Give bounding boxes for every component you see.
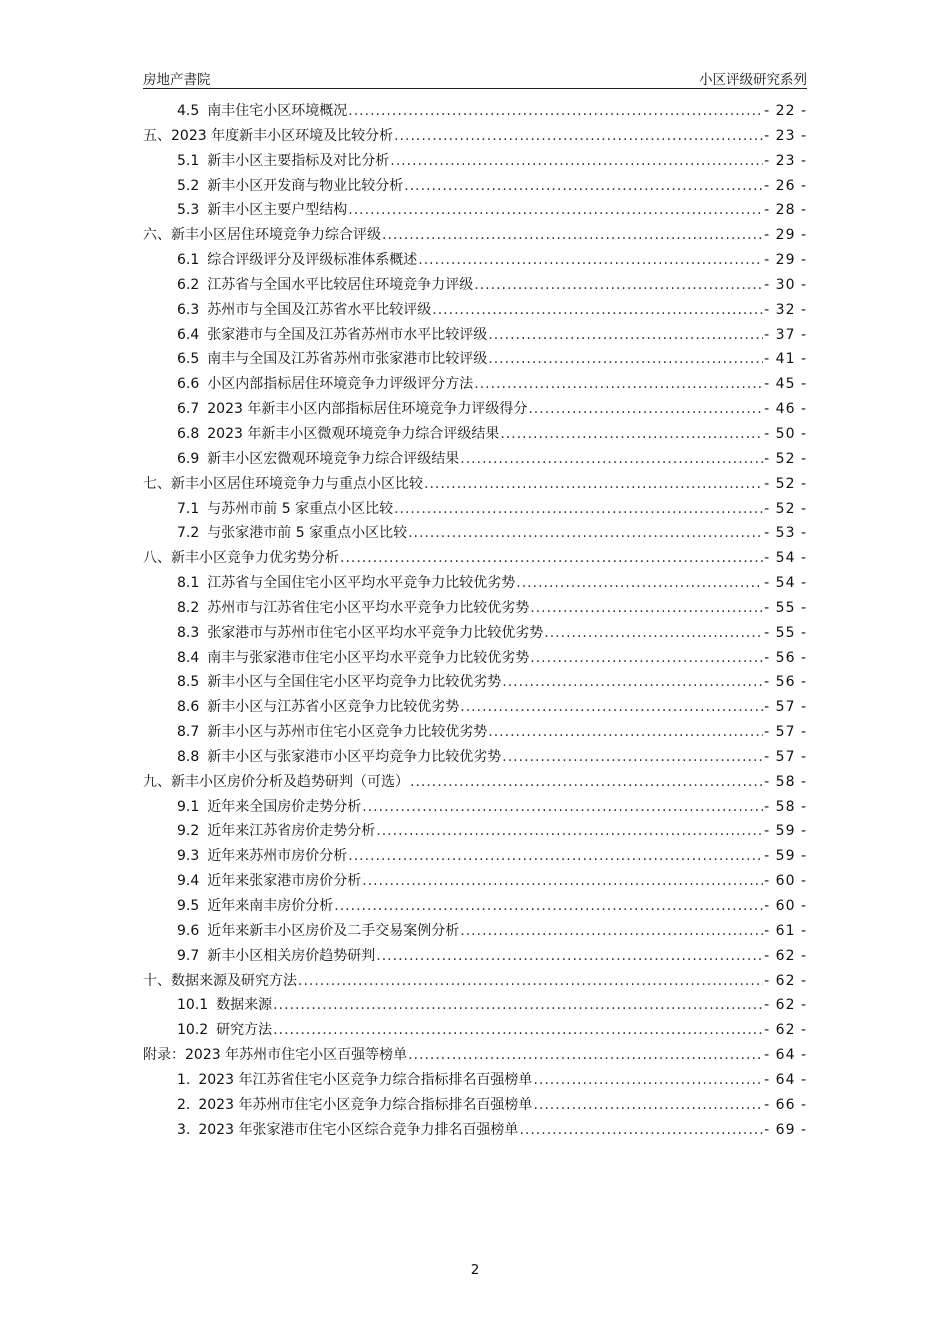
toc-entry-title: 2023 年江苏省住宅小区竞争力综合指标排名百强榜单 — [198, 1071, 533, 1088]
toc-dot-leader — [394, 497, 763, 522]
toc-entry-title: 新丰小区相关房价趋势研判 — [207, 947, 376, 964]
toc-entry-title: 数据来源 — [216, 997, 273, 1014]
toc-entry-page: - 53 - — [764, 525, 807, 542]
toc-entry-number: 八、 — [143, 550, 171, 567]
toc-dot-leader — [362, 869, 763, 894]
toc-entry-title: 南丰住宅小区环境概况 — [207, 103, 348, 119]
toc-entry-number: 6.2 — [177, 276, 200, 293]
toc-dot-leader — [488, 323, 763, 348]
toc-section-entry[interactable] — [143, 397, 807, 422]
toc-entry-page: - 59 - — [764, 823, 807, 840]
toc-chapter-entry[interactable] — [143, 124, 807, 149]
toc-entry-title: 新丰小区房价分析及趋势研判（可选） — [171, 773, 409, 790]
toc-entry-page: - 23 - — [764, 127, 807, 144]
toc-entry-title: 新丰小区竞争力优劣势分析 — [171, 550, 339, 567]
toc-entry-title: 近年来新丰小区房价及二手交易案例分析 — [207, 922, 460, 939]
toc-dot-leader — [348, 99, 763, 124]
toc-entry-title: 南丰与全国及江苏省苏州市张家港市比较评级 — [207, 351, 488, 368]
toc-section-entry[interactable] — [143, 323, 807, 348]
toc-dot-leader — [516, 571, 763, 596]
toc-entry-title: 数据来源及研究方法 — [171, 972, 297, 989]
toc-entry-number: 9.2 — [177, 823, 200, 840]
toc-entry-page: - 29 - — [764, 252, 807, 269]
toc-dot-leader — [533, 1093, 763, 1118]
toc-entry-number: 3. — [177, 1121, 191, 1138]
toc-entry-number: 2. — [177, 1096, 191, 1113]
toc-dot-leader — [528, 397, 763, 422]
toc-dot-leader — [334, 894, 763, 919]
toc-entry-page: - 45 - — [764, 376, 807, 393]
toc-dot-leader — [418, 248, 763, 273]
toc-section-entry[interactable] — [143, 819, 807, 844]
toc-entry-number: 9.7 — [177, 947, 200, 964]
toc-entry-page: - 28 - — [764, 202, 807, 219]
toc-dot-leader — [348, 198, 763, 223]
toc-entry-number: 5.1 — [177, 152, 200, 169]
toc-dot-leader — [348, 844, 763, 869]
toc-entry-page: - 23 - — [764, 152, 807, 169]
toc-entry-page: - 52 - — [764, 500, 807, 517]
toc-entry-page: - 57 - — [764, 699, 807, 716]
toc-entry-number: 6.8 — [177, 425, 200, 442]
toc-entry-number: 6.4 — [177, 326, 200, 343]
toc-entry-page: - 52 - — [764, 450, 807, 467]
toc-entry-number: 9.1 — [177, 798, 200, 815]
toc-dot-leader — [408, 521, 763, 546]
toc-section-entry[interactable] — [143, 894, 807, 919]
toc-entry-number: 9.3 — [177, 848, 200, 865]
toc-entry-title: 近年来全国房价走势分析 — [207, 798, 362, 815]
toc-section-entry[interactable] — [143, 1118, 807, 1143]
toc-entry-page: - 66 - — [764, 1096, 807, 1113]
toc-dot-leader — [530, 646, 763, 671]
toc-chapter-entry[interactable] — [143, 223, 807, 248]
toc-entry-page: - 62 - — [764, 997, 807, 1014]
toc-entry-title: 新丰小区与苏州市住宅小区竞争力比较优劣势 — [207, 724, 488, 741]
toc-section-entry[interactable] — [143, 646, 807, 671]
toc-chapter-entry[interactable] — [143, 969, 807, 994]
toc-section-entry[interactable] — [143, 621, 807, 646]
toc-dot-leader — [502, 670, 763, 695]
toc-section-entry[interactable] — [143, 944, 807, 969]
toc-entry-page: - 69 - — [764, 1121, 807, 1138]
toc-entry-title: 2023 年苏州市住宅小区竞争力综合指标排名百强榜单 — [198, 1096, 533, 1113]
toc-entry-number: 6.5 — [177, 351, 200, 368]
toc-dot-leader — [376, 944, 763, 969]
toc-entry-title: 新丰小区与全国住宅小区平均竞争力比较优劣势 — [207, 674, 502, 691]
toc-section-entry[interactable] — [143, 720, 807, 745]
toc-entry-title: 苏州市与全国及江苏省水平比较评级 — [207, 301, 432, 318]
toc-entry-page: - 61 - — [764, 922, 807, 939]
toc-entry-page: - 37 - — [764, 326, 807, 343]
toc-dot-leader — [298, 969, 763, 994]
toc-entry-number: 6.1 — [177, 252, 200, 269]
toc-entry-page: - 29 - — [764, 227, 807, 244]
toc-entry-page: - 59 - — [764, 848, 807, 865]
toc-entry-number: 8.2 — [177, 599, 200, 616]
toc-section-entry[interactable] — [143, 273, 807, 298]
toc-section-entry[interactable] — [143, 1068, 807, 1093]
toc-entry-number: 1. — [177, 1071, 191, 1088]
toc-section-entry[interactable] — [143, 298, 807, 323]
toc-entry-title: 张家港市与全国及江苏省苏州市水平比较评级 — [207, 326, 488, 343]
toc-entry-title: 2023 年新丰小区内部指标居住环境竞争力评级得分 — [207, 401, 528, 418]
toc-entry-number: 5.2 — [177, 177, 200, 194]
toc-dot-leader — [273, 1018, 763, 1043]
page-header — [143, 66, 807, 89]
toc-entry-page: - 22 - — [764, 103, 807, 119]
page-number: 2 — [470, 1262, 480, 1278]
toc-entry-number: 8.8 — [177, 748, 200, 765]
toc-entry-title: 2023 年度新丰小区环境及比较分析 — [171, 127, 394, 144]
toc-entry-number: 8.7 — [177, 724, 200, 741]
toc-entry-title: 江苏省与全国水平比较居住环境竞争力评级 — [207, 276, 474, 293]
header-series-title: 小区评级研究系列 — [699, 72, 807, 88]
toc-entry-page: - 62 - — [764, 972, 807, 989]
toc-dot-leader — [519, 1118, 763, 1143]
table-of-contents — [143, 99, 807, 1142]
toc-entry-title: 南丰与张家港市住宅小区平均水平竞争力比较优劣势 — [207, 649, 530, 666]
toc-entry-number: 4.5 — [177, 103, 200, 119]
toc-entry-page: - 62 - — [764, 947, 807, 964]
toc-entry-title: 张家港市与苏州市住宅小区平均水平竞争力比较优劣势 — [207, 624, 544, 641]
toc-entry-page: - 57 - — [764, 748, 807, 765]
toc-section-entry[interactable] — [143, 695, 807, 720]
toc-entry-number: 九、 — [143, 773, 171, 790]
toc-entry-number: 8.3 — [177, 624, 200, 641]
toc-entry-page: - 54 - — [764, 550, 807, 567]
toc-section-entry[interactable] — [143, 521, 807, 546]
toc-dot-leader — [530, 596, 763, 621]
toc-section-entry[interactable] — [143, 248, 807, 273]
toc-dot-leader — [460, 447, 763, 472]
toc-entry-number: 6.3 — [177, 301, 200, 318]
toc-entry-number: 6.7 — [177, 401, 200, 418]
toc-entry-number: 9.6 — [177, 922, 200, 939]
toc-dot-leader — [390, 149, 763, 174]
toc-entry-number: 七、 — [143, 475, 171, 492]
toc-entry-title: 江苏省与全国住宅小区平均水平竞争力比较优劣势 — [207, 575, 516, 592]
toc-entry-number: 8.4 — [177, 649, 200, 666]
toc-entry-title: 2023 年张家港市住宅小区综合竞争力排名百强榜单 — [198, 1121, 519, 1138]
toc-entry-number: 8.5 — [177, 674, 200, 691]
toc-entry-page: - 32 - — [764, 301, 807, 318]
toc-entry-title: 新丰小区主要户型结构 — [207, 202, 348, 219]
toc-dot-leader — [544, 621, 763, 646]
toc-section-entry[interactable] — [143, 844, 807, 869]
toc-dot-leader — [362, 795, 763, 820]
toc-dot-leader — [432, 298, 763, 323]
toc-entry-title: 近年来张家港市房价分析 — [207, 873, 362, 890]
toc-entry-page: - 50 - — [764, 425, 807, 442]
toc-entry-title: 近年来江苏省房价走势分析 — [207, 823, 376, 840]
toc-dot-leader — [382, 223, 763, 248]
toc-section-entry[interactable] — [143, 422, 807, 447]
toc-entry-number: 10.2 — [177, 1022, 209, 1039]
toc-chapter-entry[interactable] — [143, 770, 807, 795]
toc-dot-leader — [488, 347, 763, 372]
toc-dot-leader — [533, 1068, 763, 1093]
toc-section-entry[interactable] — [143, 447, 807, 472]
toc-entry-page: - 64 - — [764, 1047, 807, 1064]
toc-entry-page: - 64 - — [764, 1071, 807, 1088]
toc-entry-page: - 60 - — [764, 898, 807, 914]
toc-entry-page: - 56 - — [764, 649, 807, 666]
toc-dot-leader — [394, 124, 763, 149]
toc-entry-number: 5.3 — [177, 202, 200, 219]
toc-dot-leader — [502, 745, 763, 770]
toc-entry-title: 2023 年新丰小区微观环境竞争力综合评级结果 — [207, 425, 500, 442]
toc-entry-page: - 30 - — [764, 276, 807, 293]
toc-dot-leader — [460, 919, 763, 944]
toc-entry-number: 8.1 — [177, 575, 200, 592]
toc-section-entry[interactable] — [143, 372, 807, 397]
toc-entry-number: 7.2 — [177, 525, 200, 542]
toc-entry-number: 7.1 — [177, 500, 200, 517]
toc-chapter-entry[interactable] — [143, 1043, 807, 1068]
toc-section-entry[interactable] — [143, 1018, 807, 1043]
toc-section-entry[interactable] — [143, 347, 807, 372]
toc-entry-title: 新丰小区居住环境竞争力与重点小区比较 — [171, 475, 423, 492]
toc-section-entry[interactable] — [143, 596, 807, 621]
toc-entry-page: - 55 - — [764, 599, 807, 616]
toc-entry-number: 10.1 — [177, 997, 209, 1014]
toc-dot-leader — [273, 993, 763, 1018]
toc-entry-title: 近年来苏州市房价分析 — [207, 848, 348, 865]
toc-dot-leader — [474, 273, 763, 298]
toc-entry-page: - 62 - — [764, 1022, 807, 1039]
toc-entry-number: 五、 — [143, 127, 171, 144]
toc-dot-leader — [424, 472, 763, 497]
toc-section-entry[interactable] — [143, 497, 807, 522]
toc-chapter-entry[interactable] — [143, 546, 807, 571]
toc-section-entry[interactable] — [143, 174, 807, 199]
toc-entry-number: 附录： — [143, 1047, 185, 1064]
toc-entry-number: 6.6 — [177, 376, 200, 393]
toc-dot-leader — [376, 819, 763, 844]
toc-entry-title: 苏州市与江苏省住宅小区平均水平竞争力比较优劣势 — [207, 599, 530, 616]
toc-dot-leader — [410, 770, 763, 795]
toc-entry-title: 与苏州市前 5 家重点小区比较 — [207, 500, 394, 517]
toc-section-entry[interactable] — [143, 149, 807, 174]
toc-section-entry[interactable] — [143, 795, 807, 820]
toc-entry-page: - 54 - — [764, 575, 807, 592]
toc-entry-page: - 46 - — [764, 401, 807, 418]
toc-section-entry[interactable] — [143, 745, 807, 770]
toc-entry-title: 小区内部指标居住环境竞争力评级评分方法 — [207, 376, 474, 393]
toc-dot-leader — [474, 372, 763, 397]
toc-section-entry[interactable] — [143, 919, 807, 944]
toc-dot-leader — [500, 422, 763, 447]
toc-dot-leader — [488, 720, 763, 745]
header-publisher: 房地产書院 — [143, 72, 211, 88]
toc-chapter-entry[interactable] — [143, 472, 807, 497]
toc-entry-title: 新丰小区与张家港市小区平均竞争力比较优劣势 — [207, 748, 502, 765]
toc-entry-title: 新丰小区与江苏省小区竞争力比较优劣势 — [207, 699, 460, 716]
toc-dot-leader — [408, 1043, 763, 1068]
toc-entry-title: 与张家港市前 5 家重点小区比较 — [207, 525, 408, 542]
toc-section-entry[interactable] — [143, 1093, 807, 1118]
toc-dot-leader — [404, 174, 763, 199]
toc-entry-page: - 58 - — [764, 773, 807, 790]
toc-section-entry[interactable] — [143, 198, 807, 223]
toc-entry-title: 新丰小区宏微观环境竞争力综合评级结果 — [207, 450, 460, 467]
toc-entry-title: 新丰小区主要指标及对比分析 — [207, 152, 390, 169]
toc-entry-page: - 52 - — [764, 475, 807, 492]
toc-entry-number: 6.9 — [177, 450, 200, 467]
toc-dot-leader — [340, 546, 763, 571]
toc-section-entry[interactable] — [143, 869, 807, 894]
toc-entry-title: 新丰小区居住环境竞争力综合评级 — [171, 227, 381, 244]
toc-section-entry[interactable] — [143, 670, 807, 695]
toc-entry-page: - 60 - — [764, 873, 807, 890]
toc-entry-page: - 55 - — [764, 624, 807, 641]
toc-entry-number: 六、 — [143, 227, 171, 244]
toc-entry-number: 十、 — [143, 972, 171, 989]
toc-entry-page: - 41 - — [764, 351, 807, 368]
toc-entry-title: 综合评级评分及评级标准体系概述 — [207, 252, 418, 269]
toc-entry-title: 研究方法 — [216, 1022, 273, 1039]
toc-entry-number: 9.5 — [177, 898, 200, 914]
toc-entry-title: 近年来南丰房价分析 — [207, 898, 334, 914]
toc-entry-title: 2023 年苏州市住宅小区百强等榜单 — [185, 1047, 408, 1064]
toc-entry-page: - 57 - — [764, 724, 807, 741]
toc-section-entry[interactable] — [143, 993, 807, 1018]
toc-entry-page: - 58 - — [764, 798, 807, 815]
toc-section-entry[interactable] — [143, 99, 807, 124]
toc-entry-page: - 56 - — [764, 674, 807, 691]
toc-entry-page: - 26 - — [764, 177, 807, 194]
toc-dot-leader — [460, 695, 763, 720]
toc-section-entry[interactable] — [143, 571, 807, 596]
toc-entry-number: 9.4 — [177, 873, 200, 890]
toc-entry-title: 新丰小区开发商与物业比较分析 — [207, 177, 404, 194]
toc-entry-number: 8.6 — [177, 699, 200, 716]
